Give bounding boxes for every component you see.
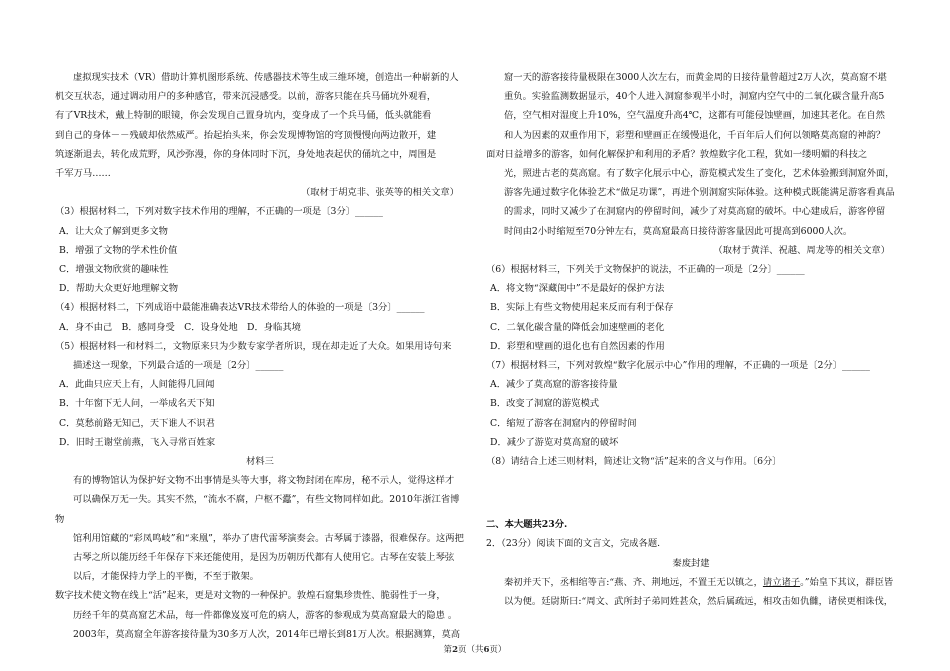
option: D．旧时王谢堂前燕，飞入寻常百姓家 — [59, 436, 216, 448]
text-line: 可以确保万无一失。其实不然，“流水不腐，户枢不蠹”，有些文物同样如此。2010年浙江省博物 — [55, 494, 460, 525]
text-line: 倍，空气相对湿度上升10%，空气温度升高4℃，这都有可能侵蚀壁画，加速其老化。在自然 — [504, 110, 885, 122]
option: A．让大众了解到更多文物 — [59, 225, 168, 237]
text-line: 面对日益增多的游客，如何化解保护和利用的矛盾？敦煌数字化工程，犹如一缕明媚的科技之 — [486, 148, 868, 160]
spacer — [486, 495, 896, 515]
text-line: 窟一天的游客接待量极限在3000人次左右，而黄金周的日接待量曾超过2万人次，莫高窟不堪 — [504, 72, 887, 83]
essay-text: 。”始皇下其议，群臣皆 — [800, 576, 894, 588]
option-row: A．身不由己 B．感同身受 C．设身处地 D．身临其境 — [59, 321, 301, 333]
right-column — [486, 68, 896, 611]
option: A．将文物“深藏闺中”不是最好的保护方法 — [490, 283, 665, 295]
spacer — [486, 471, 896, 495]
source-note: （取材于黄洋、祝越、周龙等的相关文章） — [713, 244, 890, 256]
source-note: （取材于胡克非、张英等的相关文章） — [300, 187, 459, 199]
option: D．帮助大众更好地理解文物 — [59, 283, 179, 295]
question-5-cont: 描述这一现象，下列最合适的一项是〔2分〕______ — [73, 360, 284, 372]
footer-middle: 页（共 — [457, 645, 484, 655]
material3-title: 材料三 — [246, 456, 274, 468]
total-pages: 6 — [483, 645, 490, 655]
question-7: （7）根据材料三，下列对敦煌“数字化展示中心”作用的理解，不正确的一项是〔2分〕______ — [486, 360, 870, 372]
option: B．改变了洞窟的游览模式 — [490, 398, 600, 410]
essay-line — [486, 573, 896, 592]
page-number: 2 — [452, 645, 458, 655]
text-line: 数字技术使文物在线上“活”起来，更是对文物的一种保护。敦煌石窟集珍贵性、脆弱性于一身， — [55, 590, 446, 602]
section-heading: 二、本大题共23分. — [486, 519, 568, 531]
footer-prefix: 第 — [443, 645, 453, 655]
text-line: 有了VR技术，戴上特制的眼镜，你会发现自己置身坑内，变身成了一个兵马俑，低头就能看 — [55, 110, 432, 122]
essay-line: 以为便。廷尉斯曰:“周文、武所封子弟同姓甚众，然后属疏远，相攻击如仇雠，诸侯更相诛伐， — [504, 596, 894, 608]
essay-title: 秦废封建 — [672, 557, 710, 569]
question-4: （4）根据材料二，下列成语中最能准确表达VR技术带给人的体验的一项是〔3分〕______ — [55, 302, 425, 314]
text-line: 虚拟现实技术（VR）借助计算机图形系统、传感器技术等生成三维环境，创造出一种崭新的人 — [73, 72, 459, 83]
underlined-phrase: 请立诸子 — [762, 576, 801, 588]
text-line: 有的博物馆认为保护好文物不出事情是头等大事，将文物封闭在库房，秘不示人，觉得这样才 — [73, 475, 455, 487]
question-3: （3）根据材料二，下列对数字技术作用的理解，不正确的一项是〔3分〕______ — [55, 206, 383, 218]
option: C．增强文物欣赏的趣味性 — [59, 264, 169, 276]
text-line: 重负。实验监测数据显示，40个人进入洞窟参观半小时，洞窟内空气中的二氧化碳含量升高5 — [504, 91, 885, 103]
text-line: 古琴之所以能历经千年保存下来还能使用，是因为历朝历代都有人使用它。古琴在安装上琴弦 — [73, 552, 455, 564]
text-line: 千军万马…… — [55, 168, 111, 180]
text-line: 2003年，莫高窟全年游客接待量为30多万人次，2014年已增长到81万人次。根据测算，莫高 — [73, 628, 461, 640]
option: A．此曲只应天上有，人间能得几回闻 — [59, 379, 215, 391]
text-line: 以后，才能保持力学上的平衡，不至于散架。 — [73, 571, 259, 583]
page-footer — [0, 643, 950, 655]
option: B．实际上有些文物使用起来反而有利于保存 — [490, 302, 674, 314]
option: D．减少了游览对莫高窟的破坏 — [490, 436, 619, 448]
text-line: 历经千年的莫高窟艺术品，每一件都像岌岌可危的病人，游客的参观成为莫高窟最大的隐患 。 — [73, 609, 458, 621]
text-line: 的需求，同时又减少了在洞窟内的停留时间，减少了对莫高窟的破坏。中心建成后，游客停留 — [504, 206, 886, 218]
question-8: （8）请结合上述三则材料，简述让文物“活”起来的含义与作用。〔6分〕 — [486, 456, 782, 468]
question-6: （6）根据材料三，下列关于文物保护的说法，不正确的一项是〔2分〕______ — [486, 264, 805, 276]
text-line: 光，照进古老的莫高窟。有了数字化展示中心，游览模式发生了变化，艺术体验搬到洞窟外面， — [504, 168, 895, 180]
footer-suffix: 页） — [489, 645, 507, 655]
option: C．二氧化碳含量的降低会加速壁画的老化 — [490, 321, 665, 333]
text-line: 和人为因素的双重作用下，彩塑和壁画正在缓慢退化，千百年后人们何以领略莫高窟的神韵？ — [504, 129, 886, 141]
option: C．缩短了游客在洞窟内的停留时间 — [490, 417, 637, 429]
option: A．减少了莫高窟的游客接待量 — [490, 379, 618, 391]
left-column — [55, 68, 465, 644]
question-2-intro: 2．（23分）阅读下面的文言文，完成各题. — [486, 538, 661, 550]
text-line: 时间由2小时缩短至70分钟左右，莫高窟最高日接待游客量因此可提高到6000人次。 — [504, 225, 853, 237]
option: B．十年窗下无人问，一举成名天下知 — [59, 398, 215, 410]
text-line: 机交互状态，通过调动用户的多种感官，带来沉浸感受。以前，游客只能在兵马俑坑外观看， — [55, 91, 437, 103]
option: B．增强了文物的学术性价值 — [59, 244, 178, 256]
option: C．莫愁前路无知己，天下谁人不识君 — [59, 417, 215, 429]
question-5: （5）根据材料一和材料二，文物原来只为少数专家学者所识，现在却走近了大众。如果用诗句来 — [55, 340, 452, 352]
text-line: 馆利用馆藏的“彩凤鸣岐”和“来凰”，举办了唐代雷琴演奏会。古琴属于漆器，很难保存。这两把 — [73, 532, 464, 544]
essay-text: 秦初并天下，丞相绾等言:“燕、齐、荆地远，不置王无以镇之， — [504, 576, 763, 588]
text-line: 游客先通过数字化体验艺术“做足功课”，再进个别洞窟实际体验。这种模式既能满足游客看真品 — [504, 187, 895, 199]
material2-intro — [55, 68, 465, 183]
text-line: 到自己的身体－－残破却依然威严。抬起抬头来，你会发现博物馆的穹顶慢慢向两边散开，建 — [55, 129, 437, 141]
text-line: 筑逐渐退去，转化成荒野，风沙弥漫，你的身体同时下沉，身处地表起伏的俑坑之中，周围是 — [55, 148, 437, 160]
option: D．彩塑和壁画的退化也有自然因素的作用 — [490, 340, 665, 352]
